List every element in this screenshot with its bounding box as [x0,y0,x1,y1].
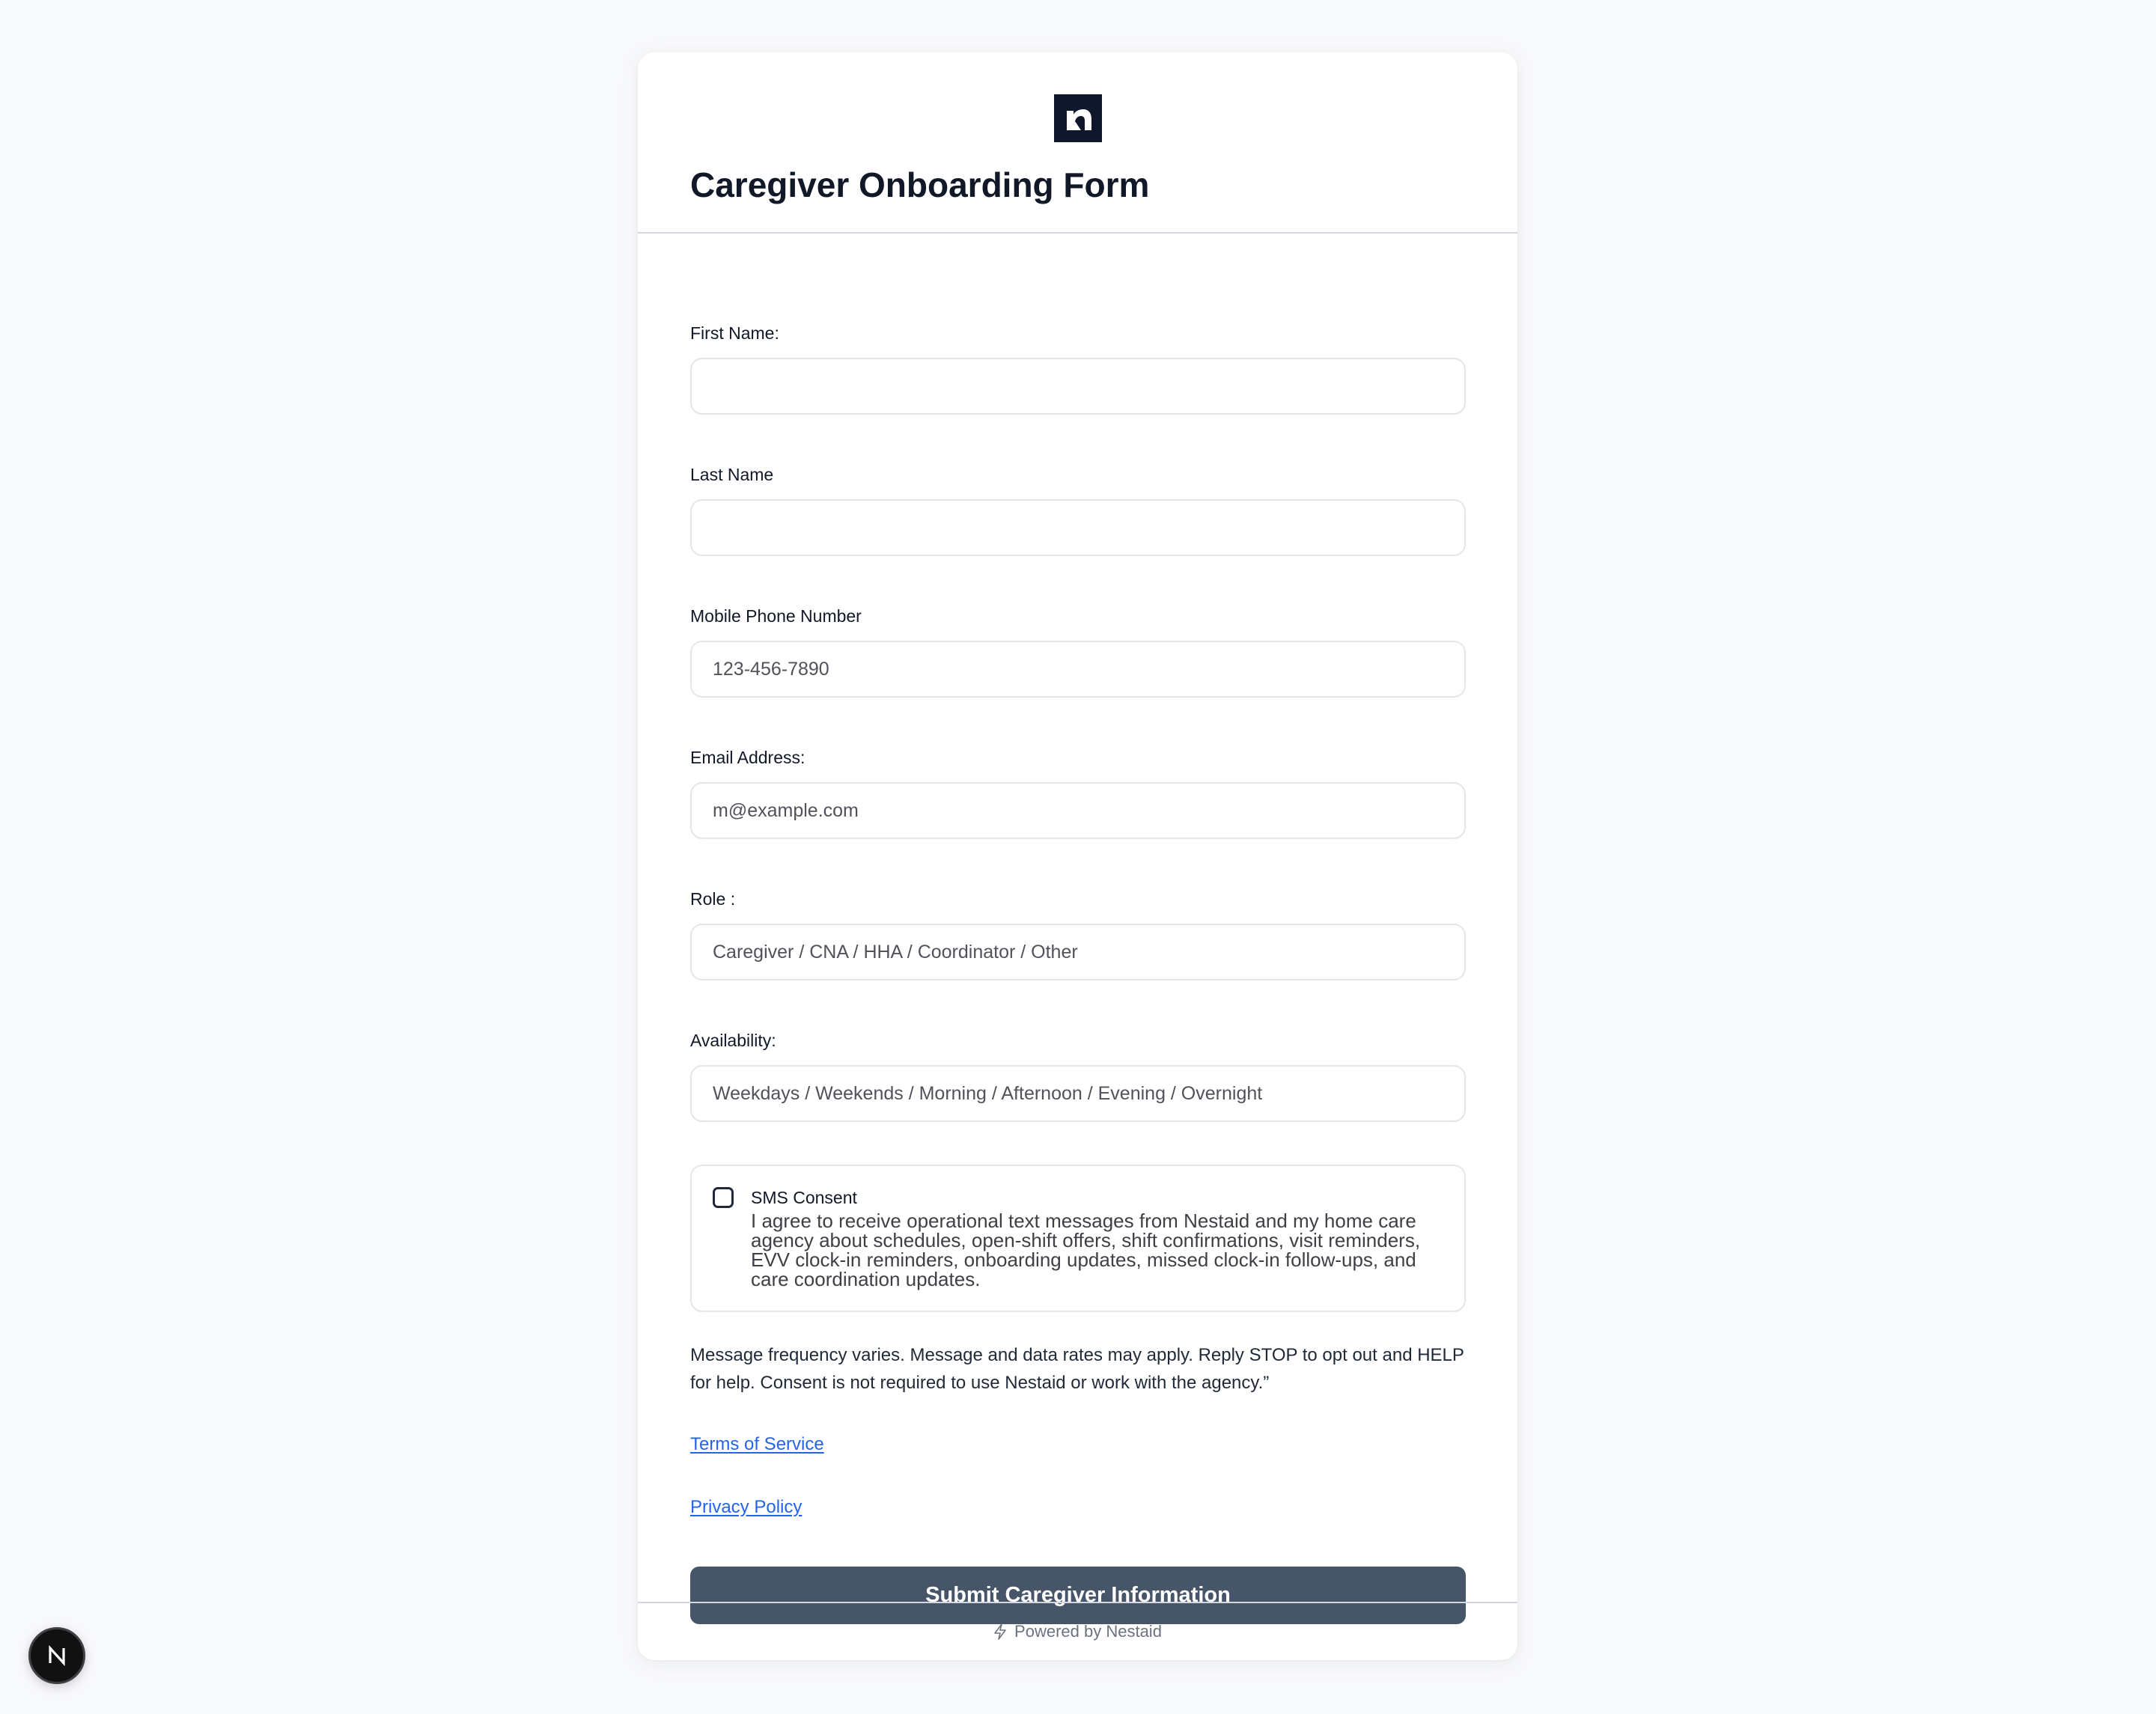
availability-label: Availability: [690,1031,776,1050]
sms-consent-box [690,1165,1466,1312]
card-header [638,52,1517,234]
sms-disclaimer: Message frequency varies. Message and data rates may apply. Reply STOP to opt out and HELP for help. Consent is not required to use Nestaid or work with the agency.” [690,1345,1464,1393]
nextjs-dev-badge[interactable] [28,1627,85,1684]
email-label: Email Address: [690,748,806,767]
first-name-input[interactable] [690,358,1466,415]
last-name-input[interactable] [690,499,1466,556]
privacy-policy-link[interactable]: Privacy Policy [690,1497,803,1517]
submit-button[interactable]: Submit Caregiver Information [690,1567,1466,1624]
email-input[interactable] [690,782,1466,839]
nestaid-logo-icon [1054,94,1102,142]
nextjs-logo-icon [42,1641,72,1671]
bolt-icon [993,1623,1007,1640]
first-name-label: First Name: [690,323,779,343]
availability-input[interactable] [690,1065,1466,1122]
last-name-label: Last Name [690,465,774,484]
onboarding-card [638,52,1517,1660]
sms-consent-title: SMS Consent [751,1188,857,1207]
phone-label: Mobile Phone Number [690,606,862,626]
footer-text: Powered by Nestaid [1014,1622,1162,1641]
sms-consent-text: I agree to receive operational text messages from Nestaid and my home care agency about schedules, open-shift offers, shift confirmations, visit reminders, EVV clock-in reminders, onboarding updates, missed clock-in follow-ups, and care coordination updates. [751,1210,1421,1290]
phone-input[interactable] [690,641,1466,698]
card-footer [638,1602,1517,1660]
page-title: Caregiver Onboarding Form [690,165,1150,204]
role-input[interactable] [690,924,1466,980]
sms-consent-checkbox[interactable] [713,1187,734,1208]
terms-of-service-link[interactable]: Terms of Service [690,1434,824,1454]
role-label: Role : [690,889,736,909]
